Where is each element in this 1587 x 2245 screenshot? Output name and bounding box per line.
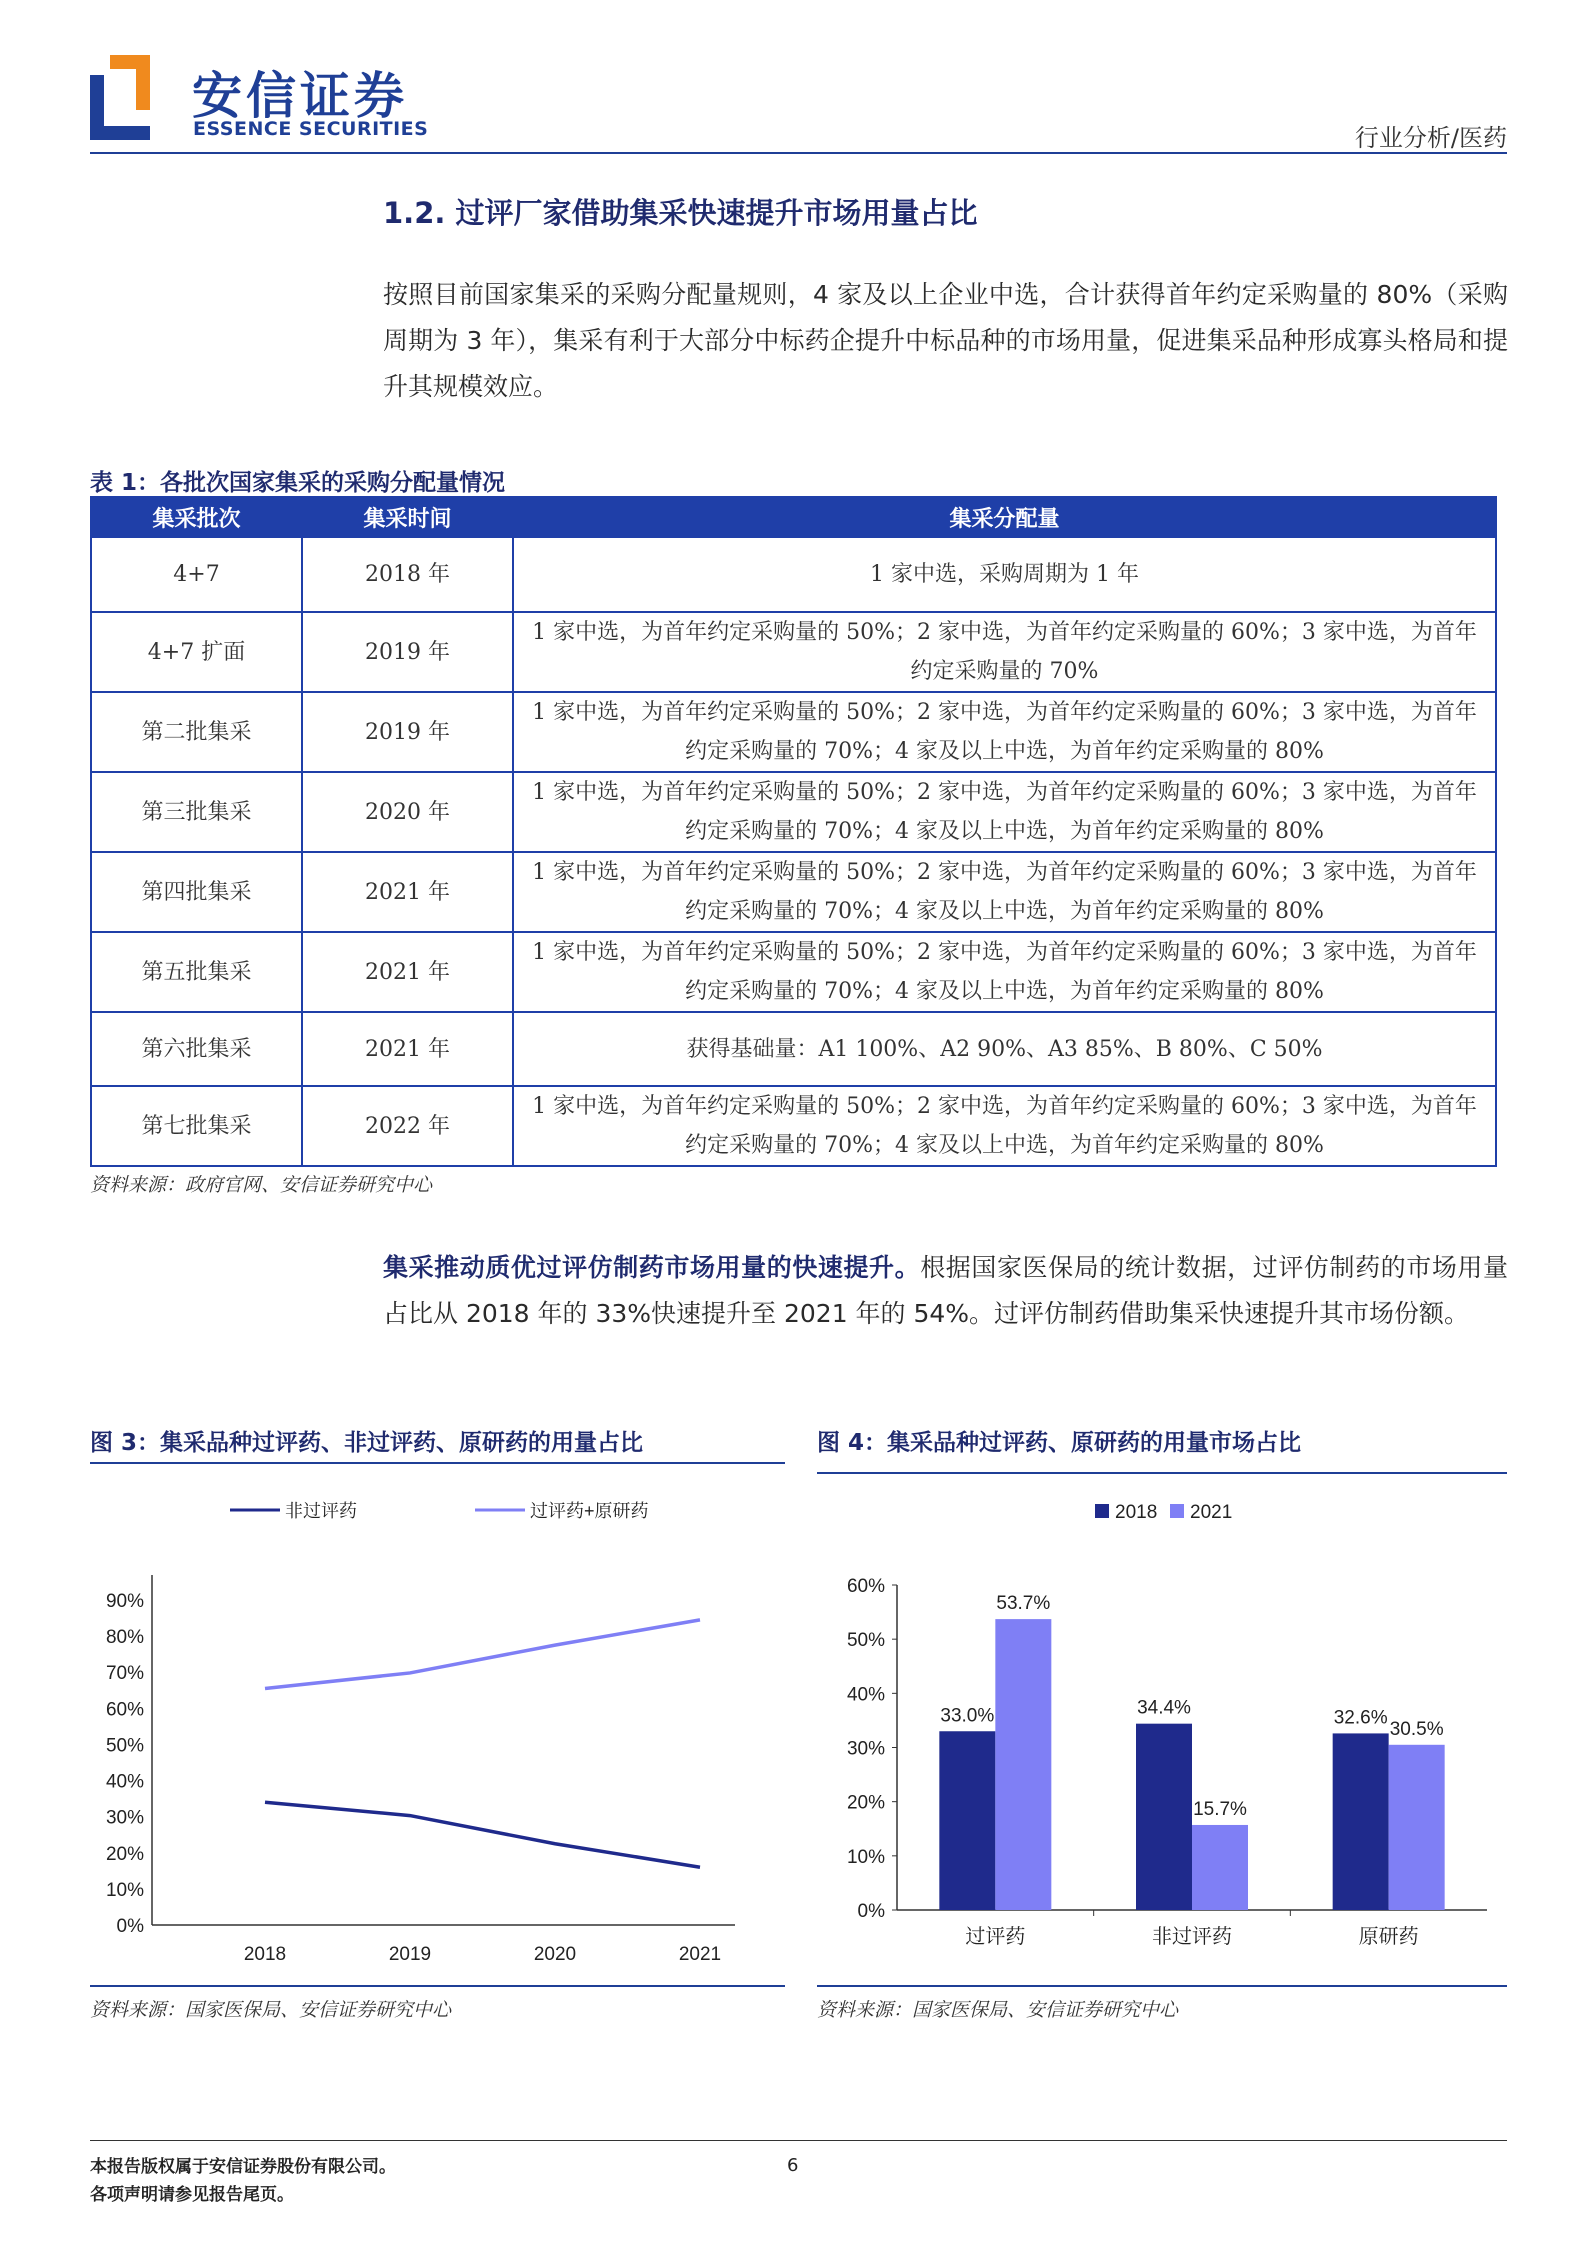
bar [1389, 1745, 1445, 1910]
data-label: 30.5% [1389, 1718, 1444, 1740]
table-header-row [91, 497, 1496, 537]
x-tick-label: 2018 [243, 1944, 287, 1965]
fig3-source: 资料来源：国家医保局、安信证券研究中心 [90, 1999, 452, 2021]
table-cell-time: 2021 年 [302, 852, 513, 932]
table-cell-batch: 第六批集采 [91, 1012, 302, 1086]
fig3-caption: 图 3：集采品种过评药、非过评药、原研药的用量占比 [90, 1430, 644, 1456]
legend-label: 非过评药 [285, 1501, 357, 1521]
table-cell-batch: 4+7 扩面 [91, 612, 302, 692]
series-line [265, 1620, 700, 1689]
table-row [91, 1012, 1496, 1086]
legend-swatch [1095, 1504, 1109, 1518]
analysis-body: 根据国家医保局的统计数据，过评仿制药的市场用量占比从 2018 年的 33%快速提升至 2021 年的 54%。过评仿制药借助集采快速提升其市场份额。 [383, 1253, 1508, 1328]
fig4-bottom-rule [817, 1985, 1507, 1987]
footer-divider [90, 2140, 1507, 2141]
table-row [91, 852, 1496, 932]
y-tick-label: 30% [846, 1738, 885, 1760]
table-cell-allocation: 1 家中选，为首年约定采购量的 50%；2 家中选，为首年约定采购量的 60%；3 家中选，为首年约定采购量的 70%；4 家及以上中选，为首年约定采购量的 80% [513, 772, 1496, 852]
fig3-line-chart [90, 1475, 785, 1975]
footer-copyright: 本报告版权属于安信证券股份有限公司。 [90, 2157, 396, 2177]
y-tick-label: 50% [105, 1735, 144, 1757]
table-cell-batch: 第二批集采 [91, 692, 302, 772]
logo-chinese-name: 安信证券 [192, 67, 408, 125]
table-source: 资料来源：政府官网、安信证券研究中心 [90, 1174, 433, 1196]
page-number: 6 [787, 2155, 799, 2176]
table-cell-time: 2021 年 [302, 1012, 513, 1086]
report-category: 行业分析/医药 [1354, 124, 1507, 152]
x-tick-label: 2021 [678, 1944, 722, 1965]
y-tick-label: 0% [116, 1916, 144, 1937]
bar [1136, 1724, 1192, 1910]
data-label: 33.0% [940, 1705, 995, 1727]
x-tick-label: 非过评药 [1152, 1926, 1232, 1948]
table-cell-batch: 第四批集采 [91, 852, 302, 932]
y-tick-label: 0% [857, 1901, 885, 1922]
table-cell-allocation: 1 家中选，为首年约定采购量的 50%；2 家中选，为首年约定采购量的 60%；3 家中选，为首年约定采购量的 70%；4 家及以上中选，为首年约定采购量的 80% [513, 852, 1496, 932]
x-tick-label: 过评药 [965, 1926, 1026, 1948]
analysis-lead: 集采推动质优过评仿制药市场用量的快速提升。 [383, 1253, 921, 1282]
table-header-time: 集采时间 [302, 497, 513, 537]
fig3-bottom-rule [90, 1985, 785, 1987]
y-tick-label: 60% [846, 1576, 885, 1597]
footer-disclaimer: 各项声明请参见报告尾页。 [90, 2185, 294, 2205]
procurement-table [90, 496, 1497, 1167]
y-tick-label: 60% [105, 1699, 144, 1721]
y-tick-label: 40% [105, 1771, 144, 1793]
intro-paragraph: 按照目前国家集采的采购分配量规则，4 家及以上企业中选，合计获得首年约定采购量的 80%（采购周期为 3 年），集采有利于大部分中标药企提升中标品种的市场用量，促进集采品种形成寡头格局和提升其规模效应。 [383, 280, 1508, 401]
x-tick-label: 原研药 [1358, 1926, 1419, 1948]
table-cell-allocation: 1 家中选，为首年约定采购量的 50%；2 家中选，为首年约定采购量的 60%；3 家中选，为首年约定采购量的 70%；4 家及以上中选，为首年约定采购量的 80% [513, 932, 1496, 1012]
y-tick-label: 30% [105, 1807, 144, 1829]
fig4-top-rule [817, 1472, 1507, 1474]
table-cell-time: 2022 年 [302, 1086, 513, 1166]
analysis-paragraph [383, 1245, 1508, 1337]
table-cell-batch: 第三批集采 [91, 772, 302, 852]
fig4-source: 资料来源：国家医保局、安信证券研究中心 [817, 1999, 1179, 2021]
bar [995, 1619, 1051, 1910]
data-label: 34.4% [1137, 1697, 1191, 1719]
table-cell-time: 2021 年 [302, 932, 513, 1012]
table-cell-allocation: 1 家中选，为首年约定采购量的 50%；2 家中选，为首年约定采购量的 60%；3 家中选，为首年约定采购量的 70%；4 家及以上中选，为首年约定采购量的 80% [513, 1086, 1496, 1166]
table-cell-time: 2019 年 [302, 692, 513, 772]
legend-label: 2018 [1115, 1502, 1158, 1523]
data-label: 15.7% [1193, 1798, 1247, 1820]
table-row [91, 537, 1496, 612]
y-tick-label: 80% [105, 1627, 144, 1649]
table-cell-allocation: 1 家中选，为首年约定采购量的 50%；2 家中选，为首年约定采购量的 60%；3 家中选，为首年约定采购量的 70%；4 家及以上中选，为首年约定采购量的 80% [513, 692, 1496, 772]
data-label: 53.7% [996, 1593, 1051, 1615]
table-cell-allocation: 1 家中选，为首年约定采购量的 50%；2 家中选，为首年约定采购量的 60%；3 家中选，为首年约定采购量的 70% [513, 612, 1496, 692]
table-row [91, 1086, 1496, 1166]
x-tick-label: 2020 [533, 1944, 577, 1965]
fig4-bar-chart [817, 1480, 1507, 1985]
logo-english-name: ESSENCE SECURITIES [193, 118, 429, 140]
x-tick-label: 2019 [388, 1944, 432, 1965]
y-tick-label: 90% [105, 1591, 144, 1612]
essence-logo-icon [90, 55, 150, 140]
table-caption: 表 1：各批次国家集采的采购分配量情况 [90, 470, 506, 496]
fig3-top-rule [90, 1462, 785, 1464]
header-divider [90, 152, 1507, 154]
table-row [91, 932, 1496, 1012]
y-tick-label: 50% [846, 1630, 885, 1652]
section-title: 1.2. 过评厂家借助集采快速提升市场用量占比 [383, 196, 978, 230]
table-cell-time: 2019 年 [302, 612, 513, 692]
table-cell-time: 2020 年 [302, 772, 513, 852]
y-tick-label: 20% [105, 1843, 144, 1865]
bar [939, 1731, 995, 1910]
table-cell-batch: 第五批集采 [91, 932, 302, 1012]
table-cell-allocation: 1 家中选，采购周期为 1 年 [513, 537, 1496, 612]
table-header-batch: 集采批次 [91, 497, 302, 537]
fig4-caption: 图 4：集采品种过评药、原研药的用量市场占比 [817, 1430, 1302, 1456]
y-tick-label: 20% [846, 1792, 885, 1814]
y-tick-label: 70% [105, 1663, 144, 1685]
table-header-allocation: 集采分配量 [513, 497, 1496, 537]
table-cell-batch: 4+7 [91, 537, 302, 612]
legend-swatch [1170, 1504, 1184, 1518]
bar [1333, 1733, 1389, 1910]
table-row [91, 692, 1496, 772]
table-cell-batch: 第七批集采 [91, 1086, 302, 1166]
y-tick-label: 40% [846, 1684, 885, 1706]
legend-label: 2021 [1190, 1502, 1233, 1523]
table-row [91, 772, 1496, 852]
data-label: 32.6% [1333, 1707, 1388, 1729]
table-cell-allocation: 获得基础量：A1 100%、A2 90%、A3 85%、B 80%、C 50% [513, 1012, 1496, 1086]
bar [1192, 1825, 1248, 1910]
series-line [265, 1802, 700, 1867]
y-tick-label: 10% [846, 1846, 885, 1868]
table-row [91, 612, 1496, 692]
legend-label: 过评药+原研药 [530, 1501, 649, 1521]
table-cell-time: 2018 年 [302, 537, 513, 612]
y-tick-label: 10% [105, 1879, 144, 1901]
